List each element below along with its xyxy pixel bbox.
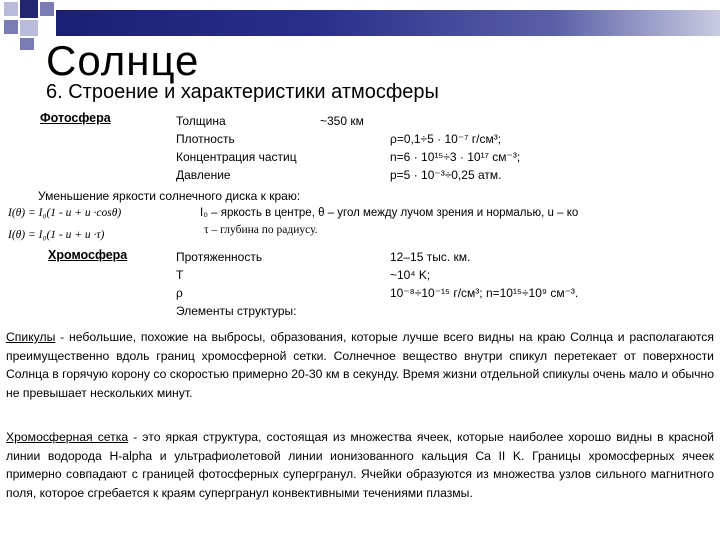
- param-name: Давление: [176, 168, 231, 182]
- network-text: - это яркая структура, состоящая из множества ячеек, которые наиболее хорошо видны в красной линии водорода H-alpha и ультрафиолетовой линии ионизованного кальция Ca II K. Границы хромосферных ячеек примерно совпадают с границей фотосферных супергранул. Ячейки образуются из множества узлов сильного магнитного поля, которое сгребается к краям супергранул конвективными течениями плазмы.: [6, 430, 714, 500]
- formula-limb-darkening: I(θ) = I₀(1 - u + u ·cosθ): [8, 207, 122, 219]
- table-row: [176, 304, 716, 322]
- param-value: ~350 км: [320, 114, 364, 128]
- spicules-text: - небольшие, похожие на выбросы, образования, которые лучше всего видны на краю Солнца и располагаются преимущественно вдоль границ хромосферной сетки. Солнечное вещество внутри спикул перетекает от поверхности Солнца в горячую корону со скоростью примерно 20-30 км в секунду. Время жизни отдельной спикулы очень мало и обычно не превышает нескольких минут.: [6, 330, 714, 400]
- slide-subtitle: 6. Строение и характеристики атмосферы: [46, 81, 439, 103]
- param-name: Плотность: [176, 132, 235, 146]
- param-value: 12–15 тыс. км.: [390, 250, 471, 264]
- network-term: Хромосферная сетка: [6, 430, 129, 444]
- chromosphere-table: [176, 250, 716, 322]
- network-paragraph: [6, 428, 714, 502]
- table-row: [176, 150, 716, 168]
- formula-depth: I(θ) = I₀(1 - u + u ·τ): [8, 229, 105, 241]
- formula-depth-legend: τ – глубина по радиусу.: [204, 224, 318, 236]
- decor-square: [20, 38, 34, 50]
- chromosphere-label: Хромосфера: [48, 248, 128, 262]
- param-value: ρ=0,1÷5 · 10⁻⁷ г/см³;: [390, 132, 502, 146]
- param-name: Концентрация частиц: [176, 150, 297, 164]
- limb-darkening-lead: Уменьшение яркости солнечного диска к краю:: [38, 189, 301, 203]
- table-row: [176, 168, 716, 186]
- decor-square: [40, 2, 54, 16]
- param-value: ~10⁴ K;: [390, 268, 431, 282]
- table-row: [176, 114, 716, 132]
- param-value: n=6 · 10¹⁵÷3 · 10¹⁷ см⁻³;: [390, 150, 521, 164]
- photosphere-table: [176, 114, 716, 186]
- param-name: ρ: [176, 286, 183, 300]
- decor-square: [20, 0, 38, 18]
- formula-legend: I₀ – яркость в центре, θ – угол между лучом зрения и нормалью, u – ко: [200, 207, 579, 219]
- param-name: T: [176, 268, 184, 282]
- spicules-term: Спикулы: [6, 330, 56, 344]
- param-name: Элементы структуры:: [176, 304, 297, 318]
- slide-title: Солнце: [46, 37, 200, 84]
- decor-square: [4, 2, 18, 16]
- table-row: [176, 132, 716, 150]
- table-row: [176, 250, 716, 268]
- header-band: [56, 10, 720, 36]
- param-value: p=5 · 10⁻³÷0,25 атм.: [390, 168, 502, 182]
- photosphere-label: Фотосфера: [40, 111, 111, 125]
- decor-square: [20, 20, 38, 36]
- param-value: 10⁻⁸÷10⁻¹⁵ г/см³; n=10¹⁵÷10⁹ см⁻³.: [390, 286, 579, 300]
- decor-square: [4, 20, 18, 34]
- table-row: [176, 268, 716, 286]
- spicules-paragraph: [6, 328, 714, 402]
- param-name: Толщина: [176, 114, 226, 128]
- param-name: Протяженность: [176, 250, 263, 264]
- table-row: [176, 286, 716, 304]
